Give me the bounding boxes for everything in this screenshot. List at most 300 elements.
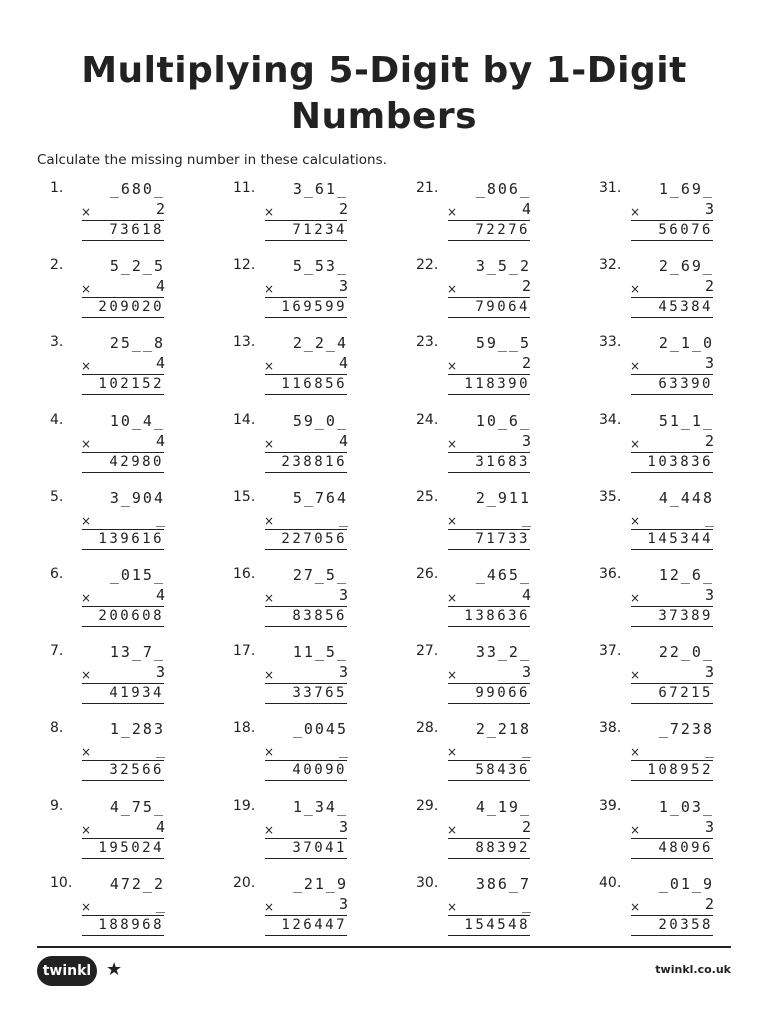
product: 67215 (658, 685, 713, 702)
problem-number: 26. (416, 566, 439, 582)
multiplier: _ (704, 740, 714, 759)
multiplier: _ (521, 508, 531, 527)
rule-top (631, 915, 713, 916)
problem-29 (406, 798, 586, 868)
product: 169599 (281, 299, 347, 316)
rule-bottom (631, 549, 713, 550)
times-sign: × (264, 591, 275, 605)
rule-bottom (631, 858, 713, 859)
problem-number: 5. (50, 488, 64, 505)
problem-number: 36. (599, 566, 622, 582)
rule-top (448, 683, 530, 684)
multiplier: 4 (338, 431, 348, 450)
times-sign: × (264, 205, 275, 219)
problem-number: 7. (50, 643, 64, 660)
product: 195024 (98, 839, 164, 856)
problem-27 (406, 643, 586, 713)
rule-top (631, 760, 713, 761)
multiplier: 3 (521, 663, 531, 682)
problem-33 (589, 334, 768, 404)
product: 79064 (475, 299, 530, 316)
problem-20 (223, 875, 403, 945)
times-sign: × (630, 822, 641, 837)
times-sign: × (81, 205, 92, 219)
multiplier: 4 (155, 354, 165, 373)
multiplier: 2 (155, 200, 165, 218)
rule-bottom (448, 780, 530, 781)
multiplicand: 2_911 (475, 488, 531, 507)
problem-number: 4. (50, 411, 64, 428)
product: 31683 (475, 453, 530, 470)
rule-bottom (448, 317, 530, 318)
times-sign: × (447, 359, 458, 374)
problem-11 (223, 180, 403, 250)
times-sign: × (630, 591, 641, 605)
times-sign: × (264, 282, 275, 297)
product: 200608 (98, 608, 164, 624)
multiplicand: 25__8 (109, 334, 165, 353)
problem-40 (589, 875, 768, 945)
problem-9 (40, 798, 220, 868)
problem-number: 35. (599, 488, 622, 505)
rule-bottom (448, 935, 530, 936)
problem-28 (406, 720, 586, 790)
times-sign: × (81, 436, 92, 451)
product: 48096 (658, 839, 713, 856)
multiplier: _ (338, 508, 348, 527)
rule-top (265, 760, 347, 761)
rule-bottom (265, 472, 347, 473)
times-sign: × (81, 899, 92, 914)
problem-37 (589, 643, 768, 713)
rule-top (448, 915, 530, 916)
multiplier: _ (155, 508, 165, 527)
multiplier: 3 (704, 354, 714, 373)
rule-bottom (265, 703, 347, 704)
multiplicand: 386_7 (475, 874, 531, 893)
times-sign: × (264, 436, 275, 451)
multiplicand: 11_5_ (292, 643, 348, 662)
times-sign: × (447, 282, 458, 297)
problem-number: 15. (233, 488, 256, 505)
product: 188968 (98, 916, 164, 933)
problem-number: 3. (50, 334, 64, 351)
product: 88392 (475, 839, 530, 856)
problem-21 (406, 180, 586, 250)
site-url: twinkl.co.uk (655, 963, 731, 976)
times-sign: × (81, 513, 92, 528)
rule-bottom (82, 549, 164, 550)
times-sign: × (447, 899, 458, 914)
times-sign: × (81, 359, 92, 374)
rule-top (265, 297, 347, 298)
rule-top (265, 220, 347, 221)
rule-top (265, 683, 347, 684)
product: 238816 (281, 453, 347, 470)
title-line-1: Multiplying 5-Digit by 1-Digit (81, 50, 687, 91)
times-sign: × (630, 668, 641, 683)
rule-bottom (448, 472, 530, 473)
problem-number: 8. (50, 720, 64, 737)
multiplier: 2 (521, 277, 531, 296)
instructions: Calculate the missing number in these calculations. (37, 152, 387, 168)
multiplicand: 5_2_5 (109, 257, 165, 276)
rule-bottom (82, 780, 164, 781)
problem-3 (40, 334, 220, 404)
times-sign: × (81, 282, 92, 297)
rule-bottom (631, 394, 713, 395)
multiplicand: 59_0_ (292, 411, 348, 430)
times-sign: × (447, 436, 458, 451)
product: 154548 (464, 916, 530, 933)
page-title (0, 48, 768, 140)
multiplicand: _465_ (475, 566, 531, 584)
rule-top (265, 838, 347, 839)
problem-number: 16. (233, 566, 256, 582)
multiplier: 2 (338, 200, 348, 218)
product: 32566 (109, 762, 164, 779)
times-sign: × (630, 359, 641, 374)
multiplicand: 3_5_2 (475, 257, 531, 276)
multiplicand: 5_53_ (292, 257, 348, 276)
product: 116856 (281, 376, 347, 393)
problem-15 (223, 489, 403, 559)
multiplier: 4 (338, 354, 348, 373)
problem-number: 30. (416, 874, 439, 891)
problem-10 (40, 875, 220, 945)
rule-bottom (82, 240, 164, 241)
multiplicand: _01_9 (658, 874, 714, 893)
multiplicand: 51_1_ (658, 411, 714, 430)
problem-13 (223, 334, 403, 404)
product: 71234 (292, 222, 347, 238)
multiplicand: 59__5 (475, 334, 531, 353)
multiplier: 3 (338, 277, 348, 296)
multiplier: _ (338, 740, 348, 759)
problem-7 (40, 643, 220, 713)
rule-top (82, 683, 164, 684)
rule-top (631, 683, 713, 684)
times-sign: × (264, 359, 275, 374)
multiplicand: _806_ (475, 180, 531, 198)
times-sign: × (447, 513, 458, 528)
problem-number: 1. (50, 180, 64, 196)
rule-bottom (82, 394, 164, 395)
multiplier: 4 (155, 431, 165, 450)
multiplier: 3 (338, 586, 348, 604)
rule-bottom (265, 626, 347, 627)
product: 139616 (98, 530, 164, 547)
multiplier: 2 (704, 277, 714, 296)
product: 37389 (658, 608, 713, 624)
rule-bottom (448, 549, 530, 550)
problem-16 (223, 566, 403, 636)
times-sign: × (81, 668, 92, 683)
multiplier: 3 (704, 663, 714, 682)
problem-number: 10. (50, 874, 73, 891)
product: 56076 (658, 222, 713, 238)
rule-bottom (82, 626, 164, 627)
product: 99066 (475, 685, 530, 702)
times-sign: × (630, 513, 641, 528)
problem-1 (40, 180, 220, 250)
times-sign: × (81, 591, 92, 605)
problem-12 (223, 257, 403, 327)
rule-top (82, 452, 164, 453)
multiplicand: 1_34_ (292, 797, 348, 816)
multiplier: 3 (338, 663, 348, 682)
problem-number: 21. (416, 180, 439, 196)
product: 227056 (281, 530, 347, 547)
product: 108952 (647, 762, 713, 779)
product: 63390 (658, 376, 713, 393)
rule-bottom (265, 240, 347, 241)
times-sign: × (447, 668, 458, 683)
times-sign: × (630, 282, 641, 297)
problem-2 (40, 257, 220, 327)
multiplicand: _680_ (109, 180, 165, 198)
problem-31 (589, 180, 768, 250)
problem-34 (589, 412, 768, 482)
problem-number: 34. (599, 411, 622, 428)
multiplicand: 4_448 (658, 488, 714, 507)
problem-number: 2. (50, 257, 64, 274)
rule-bottom (448, 858, 530, 859)
multiplier: 4 (155, 817, 165, 836)
multiplicand: 33_2_ (475, 643, 531, 662)
problem-number: 9. (50, 797, 64, 814)
problem-14 (223, 412, 403, 482)
problem-grid (40, 180, 740, 950)
rule-top (631, 452, 713, 453)
product: 126447 (281, 916, 347, 933)
rule-bottom (631, 240, 713, 241)
rule-top (82, 760, 164, 761)
problem-number: 31. (599, 180, 622, 196)
multiplicand: _21_9 (292, 874, 348, 893)
multiplier: 4 (155, 277, 165, 296)
rule-top (448, 838, 530, 839)
times-sign: × (81, 745, 92, 760)
rule-top (631, 606, 713, 607)
title-line-2: Numbers (290, 96, 478, 137)
rule-bottom (265, 858, 347, 859)
multiplier: 2 (521, 354, 531, 373)
product: 83856 (292, 608, 347, 624)
multiplicand: _7238 (658, 720, 714, 739)
multiplier: 4 (521, 586, 531, 604)
multiplier: 2 (521, 817, 531, 836)
rule-bottom (631, 626, 713, 627)
problem-8 (40, 720, 220, 790)
times-sign: × (81, 822, 92, 837)
product: 102152 (98, 376, 164, 393)
rule-top (631, 220, 713, 221)
footer-divider (37, 946, 731, 948)
problem-30 (406, 875, 586, 945)
multiplicand: 3_61_ (292, 180, 348, 198)
multiplicand: 1_03_ (658, 797, 714, 816)
rule-top (82, 606, 164, 607)
multiplier: 2 (704, 894, 714, 913)
rule-top (82, 915, 164, 916)
problem-number: 11. (233, 180, 256, 196)
rule-top (265, 606, 347, 607)
problem-38 (589, 720, 768, 790)
rule-top (448, 220, 530, 221)
rule-bottom (82, 935, 164, 936)
multiplicand: 2_2_4 (292, 334, 348, 353)
multiplier: 3 (338, 817, 348, 836)
multiplicand: 2_218 (475, 720, 531, 739)
times-sign: × (264, 513, 275, 528)
multiplicand: 1_283 (109, 720, 165, 739)
times-sign: × (447, 591, 458, 605)
rule-bottom (448, 703, 530, 704)
rule-top (631, 529, 713, 530)
times-sign: × (264, 745, 275, 760)
product: 37041 (292, 839, 347, 856)
times-sign: × (447, 822, 458, 837)
problem-number: 14. (233, 411, 256, 428)
rule-top (82, 297, 164, 298)
multiplicand: 4_19_ (475, 797, 531, 816)
rule-bottom (631, 780, 713, 781)
problem-number: 37. (599, 643, 622, 660)
rule-top (82, 529, 164, 530)
rule-top (448, 606, 530, 607)
multiplier: 3 (338, 894, 348, 913)
problem-19 (223, 798, 403, 868)
rule-bottom (265, 317, 347, 318)
rule-bottom (631, 472, 713, 473)
rule-bottom (631, 703, 713, 704)
problem-number: 24. (416, 411, 439, 428)
multiplicand: 2_69_ (658, 257, 714, 276)
multiplicand: 5_764 (292, 488, 348, 507)
product: 73618 (109, 222, 164, 238)
problem-number: 17. (233, 643, 256, 660)
multiplicand: 2_1_0 (658, 334, 714, 353)
twinkl-logo: twinkl (37, 956, 97, 986)
product: 145344 (647, 530, 713, 547)
rule-bottom (448, 394, 530, 395)
problem-number: 18. (233, 720, 256, 737)
rule-top (82, 838, 164, 839)
product: 103836 (647, 453, 713, 470)
times-sign: × (630, 899, 641, 914)
product: 40090 (292, 762, 347, 779)
rule-top (448, 374, 530, 375)
problem-number: 40. (599, 874, 622, 891)
multiplier: 3 (704, 200, 714, 218)
times-sign: × (630, 205, 641, 219)
rule-top (265, 374, 347, 375)
rule-bottom (448, 626, 530, 627)
problem-number: 38. (599, 720, 622, 737)
rule-bottom (82, 472, 164, 473)
problem-number: 28. (416, 720, 439, 737)
product: 118390 (464, 376, 530, 393)
problem-23 (406, 334, 586, 404)
product: 138636 (464, 608, 530, 624)
rule-top (448, 452, 530, 453)
problem-25 (406, 489, 586, 559)
problem-number: 23. (416, 334, 439, 351)
multiplier: 3 (704, 817, 714, 836)
rule-top (631, 838, 713, 839)
multiplier: 3 (704, 586, 714, 604)
problem-35 (589, 489, 768, 559)
problem-number: 19. (233, 797, 256, 814)
rule-top (82, 220, 164, 221)
problem-18 (223, 720, 403, 790)
multiplier: 3 (521, 431, 531, 450)
problem-number: 27. (416, 643, 439, 660)
product: 58436 (475, 762, 530, 779)
product: 20358 (658, 916, 713, 933)
problem-17 (223, 643, 403, 713)
multiplier: 4 (155, 586, 165, 604)
problem-number: 6. (50, 566, 64, 582)
times-sign: × (264, 822, 275, 837)
times-sign: × (447, 205, 458, 219)
rule-top (265, 529, 347, 530)
rule-top (82, 374, 164, 375)
product: 45384 (658, 299, 713, 316)
problem-22 (406, 257, 586, 327)
rule-bottom (265, 780, 347, 781)
product: 72276 (475, 222, 530, 238)
multiplier: 2 (704, 431, 714, 450)
problem-number: 20. (233, 874, 256, 891)
problem-number: 12. (233, 257, 256, 274)
multiplicand: 4_75_ (109, 797, 165, 816)
problem-number: 33. (599, 334, 622, 351)
multiplicand: 13_7_ (109, 643, 165, 662)
product: 42980 (109, 453, 164, 470)
problem-number: 39. (599, 797, 622, 814)
product: 209020 (98, 299, 164, 316)
problem-26 (406, 566, 586, 636)
multiplicand: 10_4_ (109, 411, 165, 430)
rule-bottom (82, 858, 164, 859)
multiplicand: _015_ (109, 566, 165, 584)
problem-24 (406, 412, 586, 482)
rule-top (631, 297, 713, 298)
rule-top (448, 297, 530, 298)
times-sign: × (447, 745, 458, 760)
problem-36 (589, 566, 768, 636)
problem-number: 13. (233, 334, 256, 351)
rule-top (631, 374, 713, 375)
problem-32 (589, 257, 768, 327)
multiplicand: 10_6_ (475, 411, 531, 430)
problem-number: 25. (416, 488, 439, 505)
multiplier: 4 (521, 200, 531, 218)
multiplicand: _0045 (292, 720, 348, 739)
rule-top (448, 529, 530, 530)
rule-bottom (265, 394, 347, 395)
multiplicand: 3_904 (109, 488, 165, 507)
problem-number: 29. (416, 797, 439, 814)
problem-39 (589, 798, 768, 868)
problem-6 (40, 566, 220, 636)
problem-4 (40, 412, 220, 482)
times-sign: × (630, 436, 641, 451)
star-icon: ★ (106, 959, 123, 980)
product: 41934 (109, 685, 164, 702)
